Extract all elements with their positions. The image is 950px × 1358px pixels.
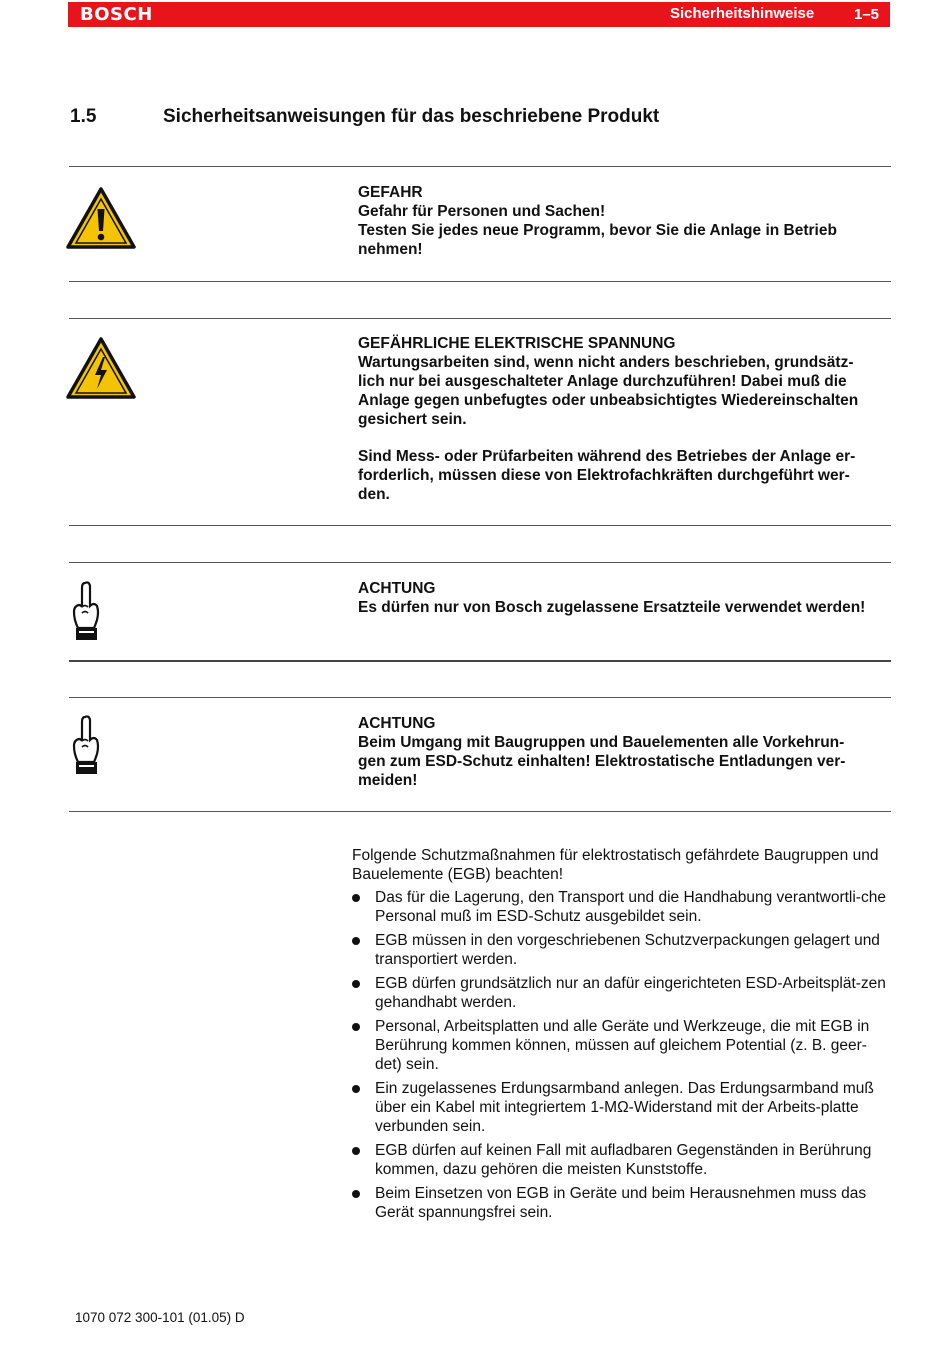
esd-measures — [352, 846, 892, 1227]
header-bar — [68, 2, 890, 27]
notice-caution-esd — [358, 714, 888, 790]
bosch-logo: BOSCH — [80, 4, 153, 25]
notice-heading: ACHTUNG — [358, 715, 436, 732]
divider — [69, 697, 891, 698]
notice-line: forderlich, müssen diese von Elektrofachkräften durchgeführt wer- — [358, 467, 850, 484]
divider — [69, 562, 891, 563]
section-title: Sicherheitsanweisungen für das beschriebene Produkt — [163, 106, 660, 127]
esd-intro: Folgende Schutzmaßnahmen für elektrostatisch gefährdete Baugruppen und Bauelemente (EGB) beachten! — [352, 847, 879, 883]
divider — [69, 166, 891, 167]
notice-line: gesichert sein. — [358, 411, 467, 428]
notice-line: Gefahr für Personen und Sachen! — [358, 203, 606, 220]
divider — [69, 281, 891, 282]
list-item: Personal, Arbeitsplatten und alle Geräte und Werkzeuge, die mit EGB in Berührung kommen können, müssen auf gleichem Potential (z. B. geer-det) sein. — [352, 1017, 892, 1074]
divider — [69, 811, 891, 812]
notice-line: Es dürfen nur von Bosch zugelassene Ersatzteile verwendet werden! — [358, 599, 866, 616]
notice-caution-parts — [358, 579, 888, 617]
warning-triangle-icon — [66, 187, 136, 255]
notice-line: gen zum ESD-Schutz einhalten! Elektrostatische Entladungen ver- — [358, 753, 846, 770]
notice-heading: GEFAHR — [358, 184, 423, 201]
notice-heading: ACHTUNG — [358, 580, 436, 597]
notice-line: den. — [358, 486, 390, 503]
list-item: Beim Einsetzen von EGB in Geräte und beim Herausnehmen muss das Gerät spannungsfrei sein. — [352, 1184, 892, 1222]
list-item: EGB dürfen auf keinen Fall mit aufladbaren Gegenständen in Berührung kommen, dazu gehören die meisten Kunststoffe. — [352, 1141, 892, 1179]
pointing-hand-icon — [70, 580, 104, 647]
list-item: EGB dürfen grundsätzlich nur an dafür eingerichteten ESD-Arbeitsplät-zen gehandhabt werden. — [352, 974, 892, 1012]
divider — [69, 525, 891, 526]
notice-line: Testen Sie jedes neue Programm, bevor Sie die Anlage in Betrieb — [358, 222, 837, 239]
esd-bullet-list — [352, 888, 892, 1222]
notice-danger — [358, 183, 888, 259]
notice-heading: GEFÄHRLICHE ELEKTRISCHE SPANNUNG — [358, 335, 676, 352]
section-number: 1.5 — [70, 106, 97, 127]
notice-voltage — [358, 334, 888, 504]
notice-line: Sind Mess- oder Prüfarbeiten während des Betriebes der Anlage er- — [358, 448, 856, 465]
high-voltage-icon — [66, 337, 136, 405]
pointing-hand-icon — [70, 714, 104, 781]
chapter-title: Sicherheitshinweise — [670, 5, 815, 22]
notice-line: Beim Umgang mit Baugruppen und Bauelementen alle Vorkehrun- — [358, 734, 845, 751]
list-item: Ein zugelassenes Erdungsarmband anlegen. Das Erdungsarmband muß über ein Kabel mit integriertem 1-MΩ-Widerstand mit der Arbeits-platte verbunden sein. — [352, 1079, 892, 1136]
notice-line: meiden! — [358, 772, 418, 789]
list-item: EGB müssen in den vorgeschriebenen Schutzverpackungen gelagert und transportiert werden. — [352, 931, 892, 969]
notice-line: nehmen! — [358, 241, 423, 258]
notice-line: Anlage gegen unbefugtes oder unbeabsichtigtes Wiedereinschalten — [358, 392, 859, 409]
divider — [69, 318, 891, 319]
list-item: Das für die Lagerung, den Transport und die Handhabung verantwortli-che Personal muß im ESD-Schutz ausgebildet sein. — [352, 888, 892, 926]
document-code: 1070 072 300-101 (01.05) D — [75, 1310, 245, 1325]
page-number: 1–5 — [854, 6, 880, 23]
notice-line: lich nur bei ausgeschalteter Anlage durchzuführen! Dabei muß die — [358, 373, 847, 390]
divider — [69, 660, 891, 662]
notice-line: Wartungsarbeiten sind, wenn nicht anders beschrieben, grundsätz- — [358, 354, 854, 371]
